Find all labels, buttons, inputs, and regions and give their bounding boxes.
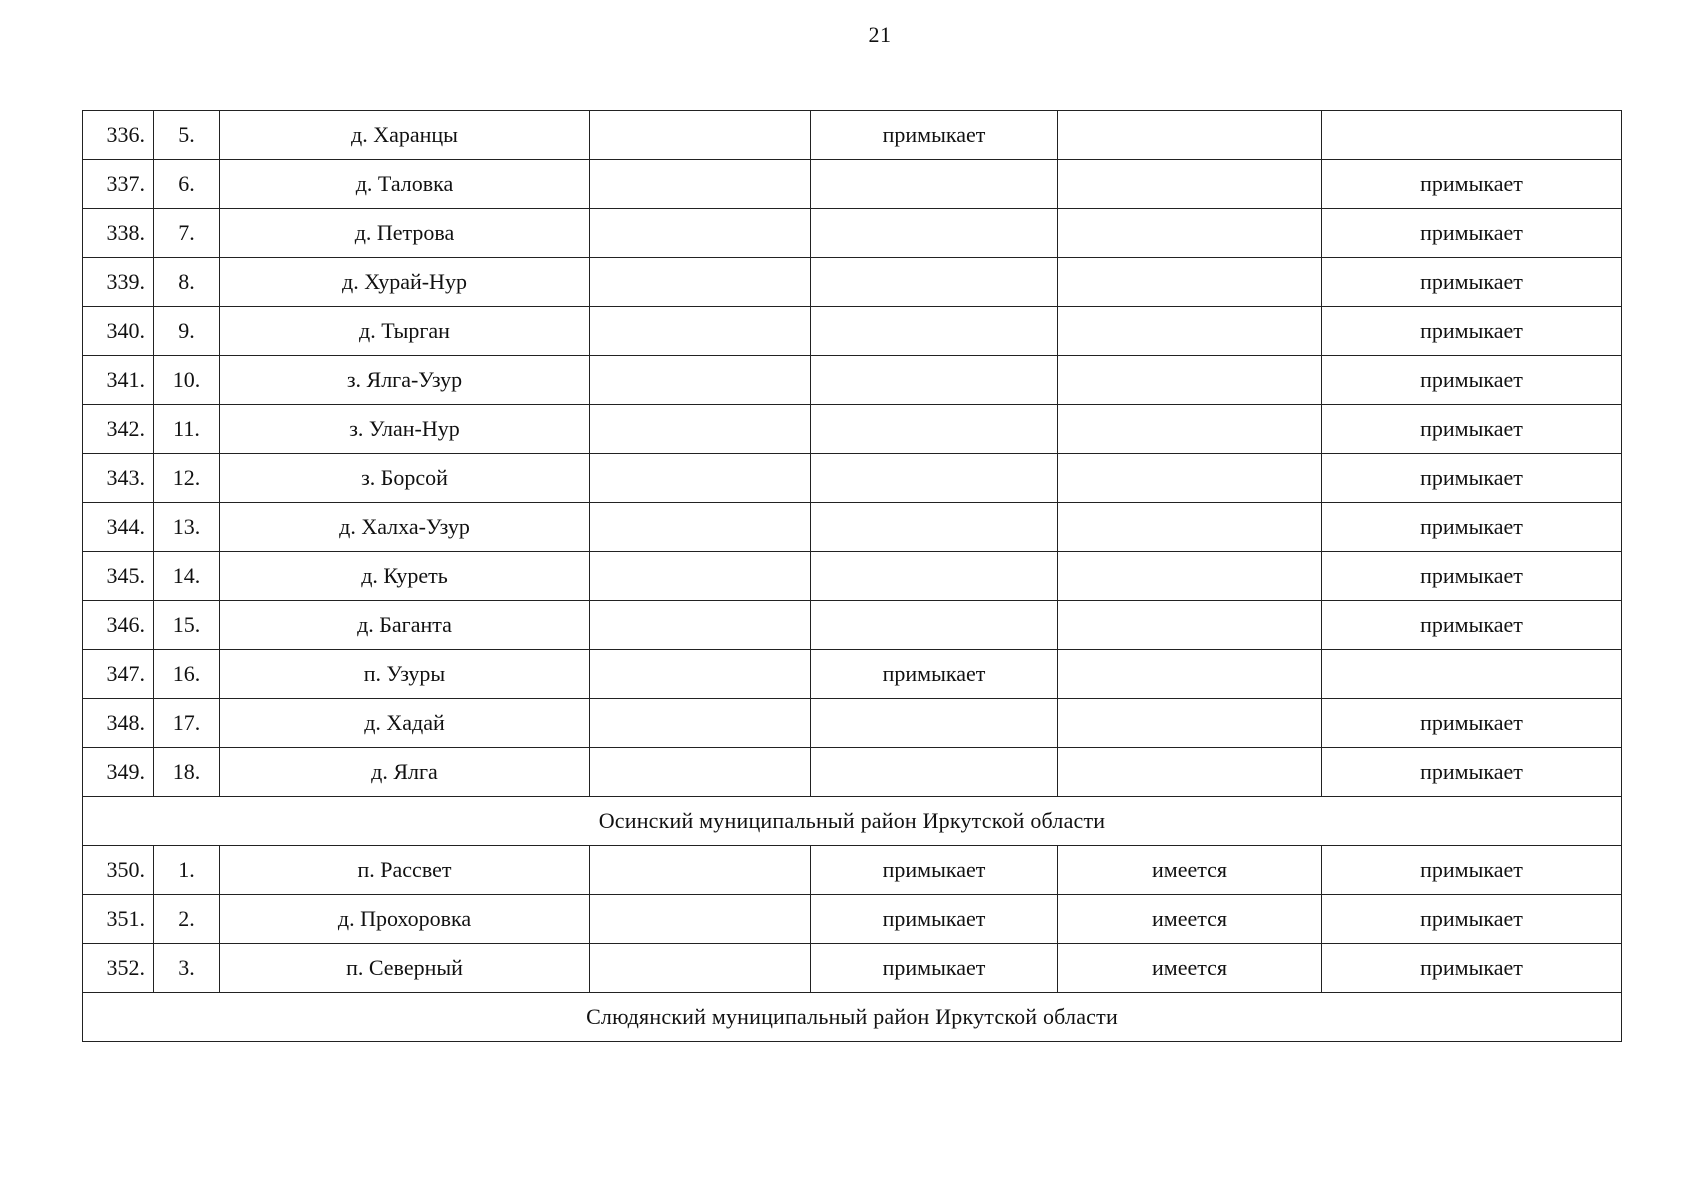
column-5-cell: [811, 699, 1058, 748]
table-row: [83, 160, 1622, 209]
sub-number-cell: 1.: [154, 846, 220, 895]
sub-number-cell: 18.: [154, 748, 220, 797]
column-7-cell: примыкает: [1322, 454, 1622, 503]
column-4-cell: [590, 944, 811, 993]
settlement-name-cell: д. Ялга: [220, 748, 590, 797]
column-4-cell: [590, 503, 811, 552]
table-row: [83, 944, 1622, 993]
settlements-table: [82, 110, 1622, 1042]
column-7-cell: [1322, 650, 1622, 699]
column-6-cell: [1058, 405, 1322, 454]
column-6-cell: [1058, 307, 1322, 356]
sub-number-cell: 10.: [154, 356, 220, 405]
column-4-cell: [590, 699, 811, 748]
column-5-cell: [811, 258, 1058, 307]
column-5-cell: [811, 454, 1058, 503]
table-row: [83, 601, 1622, 650]
column-4-cell: [590, 601, 811, 650]
table-row: [83, 405, 1622, 454]
column-4-cell: [590, 454, 811, 503]
settlement-name-cell: д. Тырган: [220, 307, 590, 356]
column-7-cell: примыкает: [1322, 552, 1622, 601]
column-4-cell: [590, 895, 811, 944]
table-row: [83, 748, 1622, 797]
row-number-cell: 339.: [83, 258, 154, 307]
table-row: [83, 356, 1622, 405]
column-5-cell: [811, 160, 1058, 209]
sub-number-cell: 8.: [154, 258, 220, 307]
column-6-cell: [1058, 601, 1322, 650]
column-6-cell: [1058, 748, 1322, 797]
sub-number-cell: 5.: [154, 111, 220, 160]
section-title: Слюдянский муниципальный район Иркутской области: [83, 993, 1622, 1042]
settlement-name-cell: д. Куреть: [220, 552, 590, 601]
sub-number-cell: 14.: [154, 552, 220, 601]
column-4-cell: [590, 160, 811, 209]
table-row: [83, 650, 1622, 699]
column-7-cell: примыкает: [1322, 601, 1622, 650]
sub-number-cell: 13.: [154, 503, 220, 552]
column-6-cell: [1058, 356, 1322, 405]
column-6-cell: имеется: [1058, 895, 1322, 944]
column-6-cell: [1058, 503, 1322, 552]
sub-number-cell: 2.: [154, 895, 220, 944]
section-title: Осинский муниципальный район Иркутской области: [83, 797, 1622, 846]
sub-number-cell: 6.: [154, 160, 220, 209]
column-4-cell: [590, 209, 811, 258]
column-6-cell: имеется: [1058, 846, 1322, 895]
column-5-cell: примыкает: [811, 111, 1058, 160]
row-number-cell: 350.: [83, 846, 154, 895]
column-6-cell: [1058, 454, 1322, 503]
column-6-cell: [1058, 650, 1322, 699]
row-number-cell: 342.: [83, 405, 154, 454]
row-number-cell: 340.: [83, 307, 154, 356]
column-7-cell: примыкает: [1322, 307, 1622, 356]
settlement-name-cell: д. Петрова: [220, 209, 590, 258]
column-5-cell: примыкает: [811, 895, 1058, 944]
settlement-name-cell: з. Борсой: [220, 454, 590, 503]
row-number-cell: 344.: [83, 503, 154, 552]
settlement-name-cell: д. Хурай-Нур: [220, 258, 590, 307]
column-5-cell: [811, 748, 1058, 797]
table-row: [83, 209, 1622, 258]
sub-number-cell: 16.: [154, 650, 220, 699]
table-row: [83, 699, 1622, 748]
column-7-cell: [1322, 111, 1622, 160]
column-6-cell: имеется: [1058, 944, 1322, 993]
settlement-name-cell: п. Рассвет: [220, 846, 590, 895]
column-6-cell: [1058, 699, 1322, 748]
sub-number-cell: 11.: [154, 405, 220, 454]
table-row: [83, 846, 1622, 895]
table-row: [83, 895, 1622, 944]
row-number-cell: 336.: [83, 111, 154, 160]
sub-number-cell: 7.: [154, 209, 220, 258]
row-number-cell: 345.: [83, 552, 154, 601]
column-5-cell: [811, 503, 1058, 552]
settlement-name-cell: д. Прохоровка: [220, 895, 590, 944]
column-4-cell: [590, 846, 811, 895]
column-5-cell: [811, 209, 1058, 258]
column-4-cell: [590, 552, 811, 601]
column-7-cell: примыкает: [1322, 748, 1622, 797]
column-5-cell: примыкает: [811, 650, 1058, 699]
column-7-cell: примыкает: [1322, 699, 1622, 748]
column-6-cell: [1058, 258, 1322, 307]
sub-number-cell: 15.: [154, 601, 220, 650]
settlement-name-cell: з. Улан-Нур: [220, 405, 590, 454]
row-number-cell: 337.: [83, 160, 154, 209]
column-7-cell: примыкает: [1322, 405, 1622, 454]
table-row: [83, 503, 1622, 552]
column-6-cell: [1058, 111, 1322, 160]
sub-number-cell: 17.: [154, 699, 220, 748]
row-number-cell: 341.: [83, 356, 154, 405]
column-6-cell: [1058, 160, 1322, 209]
column-4-cell: [590, 650, 811, 699]
table-row: [83, 454, 1622, 503]
column-7-cell: примыкает: [1322, 944, 1622, 993]
settlement-name-cell: д. Харанцы: [220, 111, 590, 160]
column-7-cell: примыкает: [1322, 356, 1622, 405]
column-4-cell: [590, 307, 811, 356]
sub-number-cell: 3.: [154, 944, 220, 993]
row-number-cell: 351.: [83, 895, 154, 944]
column-4-cell: [590, 258, 811, 307]
settlement-name-cell: д. Баганта: [220, 601, 590, 650]
table-row: [83, 552, 1622, 601]
column-7-cell: примыкает: [1322, 503, 1622, 552]
column-4-cell: [590, 111, 811, 160]
column-5-cell: примыкает: [811, 944, 1058, 993]
row-number-cell: 347.: [83, 650, 154, 699]
row-number-cell: 338.: [83, 209, 154, 258]
sub-number-cell: 12.: [154, 454, 220, 503]
settlement-name-cell: з. Ялга-Узур: [220, 356, 590, 405]
row-number-cell: 343.: [83, 454, 154, 503]
column-5-cell: примыкает: [811, 846, 1058, 895]
column-4-cell: [590, 405, 811, 454]
table-row: [83, 307, 1622, 356]
row-number-cell: 352.: [83, 944, 154, 993]
row-number-cell: 348.: [83, 699, 154, 748]
column-7-cell: примыкает: [1322, 895, 1622, 944]
column-4-cell: [590, 748, 811, 797]
section-header-row: [83, 797, 1622, 846]
column-7-cell: примыкает: [1322, 846, 1622, 895]
settlement-name-cell: д. Таловка: [220, 160, 590, 209]
settlement-name-cell: п. Узуры: [220, 650, 590, 699]
settlement-name-cell: д. Халха-Узур: [220, 503, 590, 552]
section-header-row: [83, 993, 1622, 1042]
column-4-cell: [590, 356, 811, 405]
row-number-cell: 346.: [83, 601, 154, 650]
column-6-cell: [1058, 209, 1322, 258]
page-number: 21: [868, 22, 892, 47]
column-6-cell: [1058, 552, 1322, 601]
column-7-cell: примыкает: [1322, 209, 1622, 258]
sub-number-cell: 9.: [154, 307, 220, 356]
settlement-name-cell: п. Северный: [220, 944, 590, 993]
column-7-cell: примыкает: [1322, 258, 1622, 307]
column-5-cell: [811, 356, 1058, 405]
column-5-cell: [811, 307, 1058, 356]
table-row: [83, 111, 1622, 160]
settlement-name-cell: д. Хадай: [220, 699, 590, 748]
column-5-cell: [811, 405, 1058, 454]
row-number-cell: 349.: [83, 748, 154, 797]
column-5-cell: [811, 552, 1058, 601]
column-7-cell: примыкает: [1322, 160, 1622, 209]
table-row: [83, 258, 1622, 307]
column-5-cell: [811, 601, 1058, 650]
